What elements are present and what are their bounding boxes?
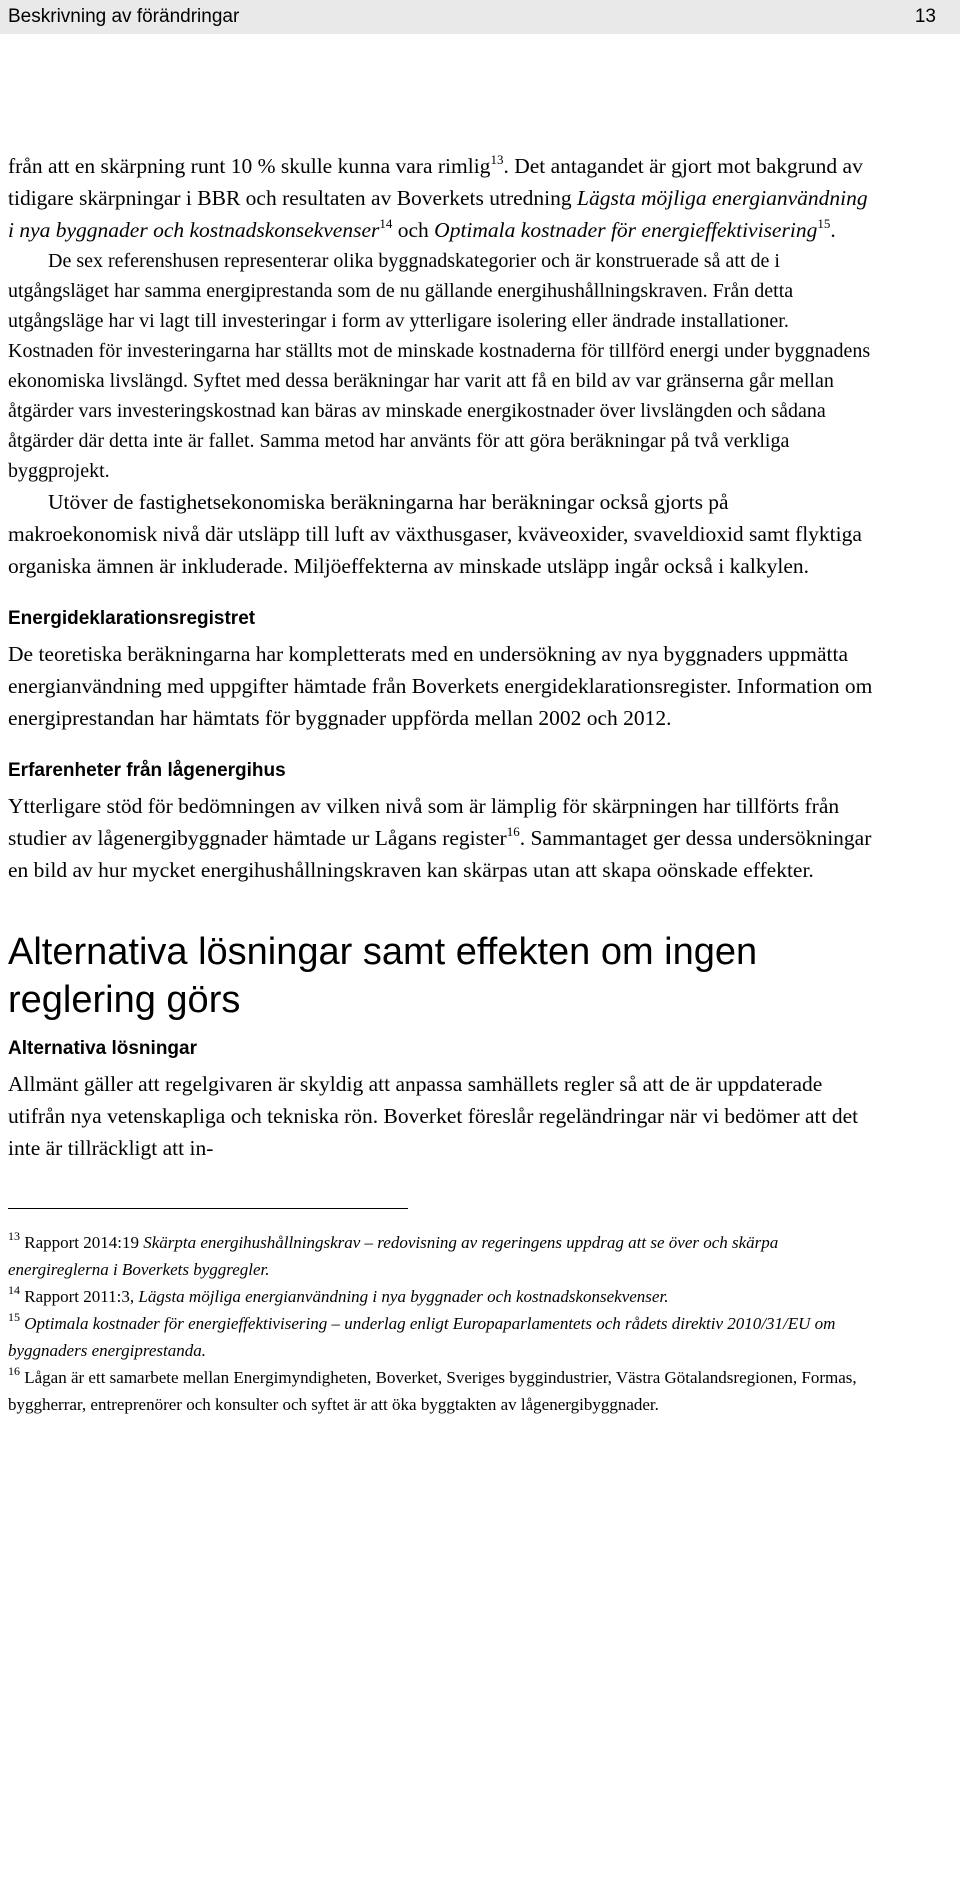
footnote-italic: Skärpta energihushållningskrav – redovisning av regeringens uppdrag att se över och skärpa energireglerna i Boverkets byggregler. <box>8 1233 779 1279</box>
paragraph-erfarenheter <box>8 790 878 886</box>
paragraph-referenshus: De sex referenshusen representerar olika byggnadskategorier och är konstruerade så att de i utgångsläget har samma energiprestanda som de nu gällande energihushållningskraven. Från detta utgångsläge har vi lagt till investeringar i form av ytterligare isolering eller ändrade installationer. Kostnaden för investeringarna har ställts mot de minskade kostnaderna för tillförd energi under byggnadens ekonomiska livslängd. Syftet med dessa beräkningar har varit att få en bild av var gränserna går mellan åtgärder vars investeringskostnad kan bäras av minskade energikostnader över livslängden och sådana åtgärder där detta inte är fallet. Samma metod har använts för att göra beräkningar på två verkliga byggprojekt. <box>8 250 871 482</box>
footnote-ref-13[interactable]: 13 <box>490 151 504 167</box>
paragraph-intro <box>8 150 878 246</box>
page-header <box>0 0 960 34</box>
text-run: och <box>392 218 435 242</box>
report-title-italic: Optimala kostnader för energieffektivisering <box>434 218 818 242</box>
page-number: 13 <box>914 6 936 27</box>
footnote-number: 16 <box>8 1364 20 1379</box>
footnote-15 <box>8 1310 878 1364</box>
footnote-text: Lågan är ett samarbete mellan Energimyndigheten, Boverket, Sveriges byggindustrier, Västra Götalandsregionen, Formas, byggherrar, entreprenörer och konsulter och syftet är att öka byggtakten av lågenergibyggnader. <box>8 1368 857 1414</box>
footnote-16 <box>8 1364 878 1418</box>
footnote-13 <box>8 1229 878 1283</box>
text-run: från att en skärpning runt 10 % skulle kunna vara rimlig <box>8 154 491 178</box>
footnote-ref-14[interactable]: 14 <box>379 215 393 231</box>
footnote-number: 15 <box>8 1310 20 1325</box>
footnote-number: 14 <box>8 1283 20 1298</box>
footnote-italic: Optimala kostnader för energieffektivisering – underlag enligt Europaparlamentets och rådets direktiv 2010/31/EU om byggnaders energiprestanda. <box>8 1314 836 1360</box>
paragraph-alternativa: Allmänt gäller att regelgivaren är skyldig att anpassa samhällets regler så att de är uppdaterade utifrån nya vetenskapliga och tekniska rön. Boverket föreslår regeländringar när vi bedömer att det inte är tillräckligt att in- <box>8 1072 859 1160</box>
chapter-heading: Alternativa lösningar samt effekten om ingen reglering görs <box>8 931 758 1021</box>
text-run: . Sammantaget ger dessa undersökningar en bild av hur mycket energihushållningskraven kan skärpas utan att skapa oönskade effekter. <box>8 826 872 882</box>
text-run: . <box>830 218 836 242</box>
section-heading-energideklaration: Energideklarationsregistret <box>8 608 256 629</box>
paragraph-energideklaration: De teoretiska beräkningarna har kompletterats med en undersökning av nya byggnaders uppmätta energianvändning med uppgifter hämtade från Boverkets energideklarationsregister. Information om energiprestandan har hämtats för byggnader uppförda mellan 2002 och 2012. <box>8 642 873 730</box>
footnote-number: 13 <box>8 1229 20 1244</box>
footnote-text: Rapport 2011:3, <box>24 1287 139 1306</box>
page-content <box>8 150 878 1418</box>
report-title-italic: Lägsta möjliga energianvändning i nya byggnader och kostnadskonsekvenser <box>8 186 868 242</box>
header-title: Beskrivning av förändringar <box>8 6 240 27</box>
section-heading-alternativa: Alternativa lösningar <box>8 1038 197 1059</box>
footnote-14 <box>8 1283 878 1310</box>
footnote-ref-15[interactable]: 15 <box>817 215 831 231</box>
paragraph-makroekonomi: Utöver de fastighetsekonomiska beräkningarna har beräkningar också gjorts på makroekonomisk nivå där utsläpp till luft av växthusgaser, kväveoxider, svaveldioxid samt flyktiga organiska ämnen är inkluderade. Miljöeffekterna av minskade utsläpp ingår också i kalkylen. <box>8 490 862 578</box>
section-heading-erfarenheter: Erfarenheter från lågenergihus <box>8 760 286 781</box>
footnote-italic: Lägsta möjliga energianvändning i nya byggnader och kostnadskonsekvenser. <box>138 1287 669 1306</box>
text-run: . Det antagandet är gjort mot bakgrund av tidigare skärpningar i BBR och resultaten av Boverkets utredning <box>8 154 863 210</box>
footnote-separator <box>8 1208 408 1209</box>
footnote-ref-16[interactable]: 16 <box>506 823 520 839</box>
footnote-text: Rapport 2014:19 <box>24 1233 144 1252</box>
text-run: Ytterligare stöd för bedömningen av vilken nivå som är lämplig för skärpningen har tillförts från studier av lågenergibyggnader hämtade ur Lågans register <box>8 794 840 850</box>
footnotes <box>8 1229 878 1418</box>
